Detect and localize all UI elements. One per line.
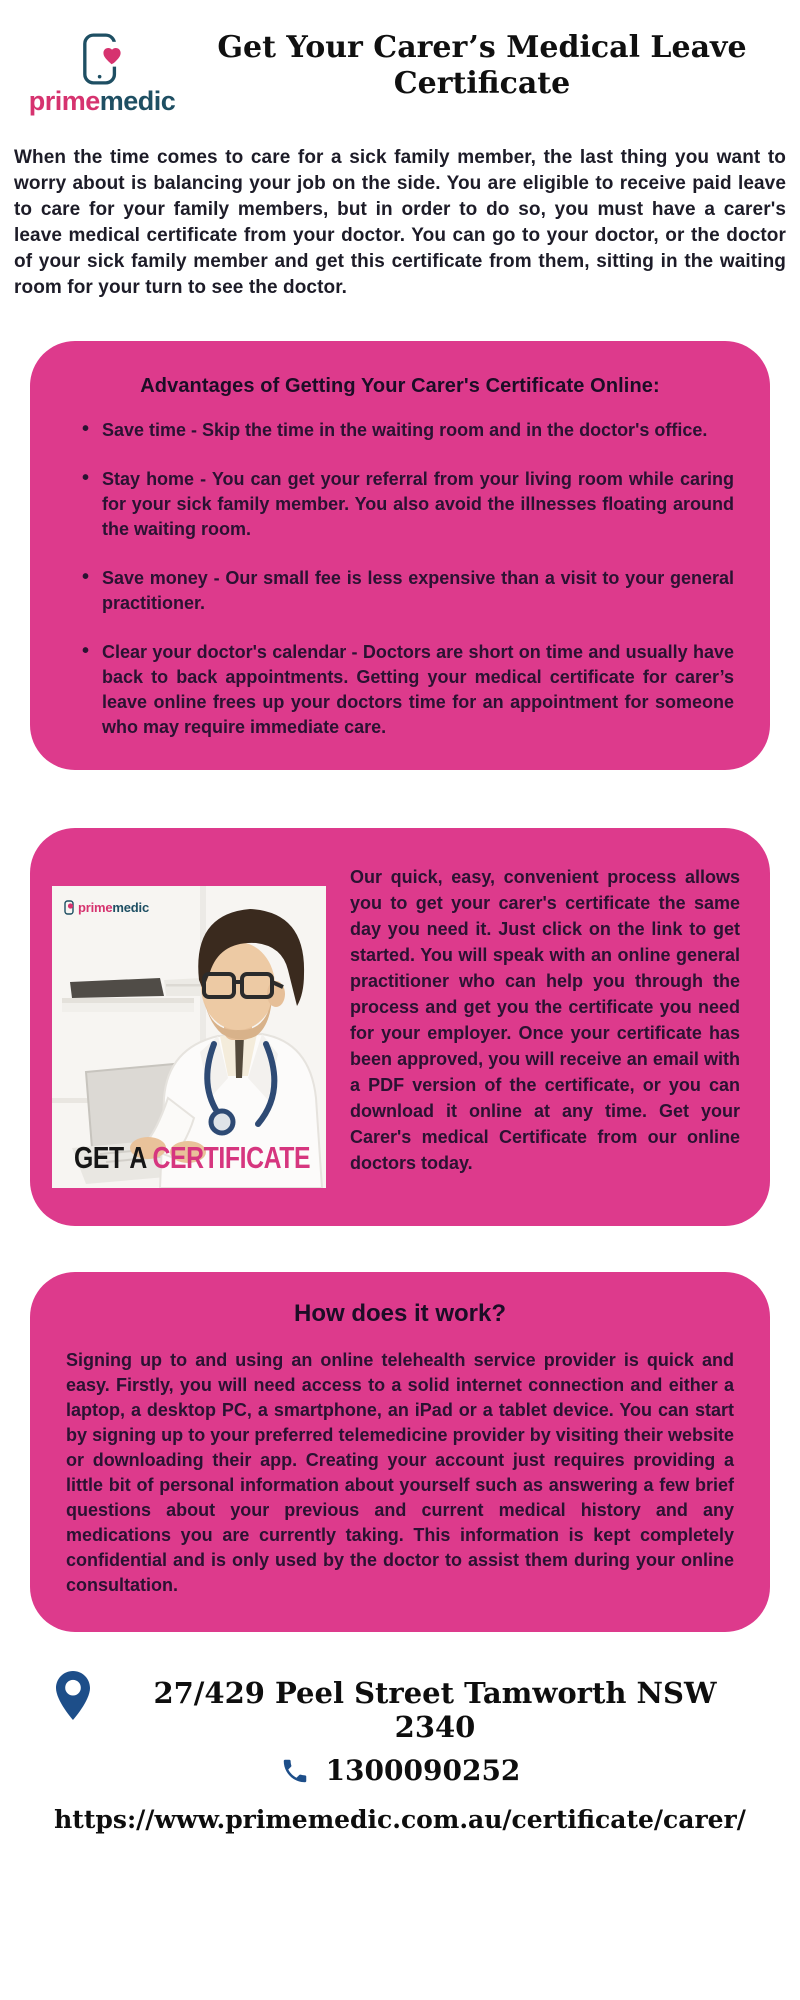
advantages-box [30, 341, 770, 770]
mini-phone-heart-icon [64, 900, 75, 915]
advantage-item-clear-calendar: • Clear your doctor's calendar - Doctors are short on time and usually have back to back appointments. Getting your medical certificate for carer’s leave online frees up your doctors time for an appointment for someone who may require immediate care. [78, 640, 734, 740]
advantages-list [66, 418, 734, 740]
caption-certificate: CERTIFICATE [152, 1140, 311, 1175]
process-paragraph: Our quick, easy, convenient process allows you to get your carer's certificate the same day you need it. Just click on the link to get started. You will speak with an online general practitioner who can help you through the process and get you the certificate you need for your employer. Once your certificate has been approved, you will receive an email with a PDF version of the certificate, or you can download it online at any time. Get your Carer's medical Certificate from our online doctors today. [350, 867, 740, 1173]
caption-get-a: GET A [74, 1140, 146, 1175]
mini-logo-medic: medic [112, 900, 149, 915]
how-it-works-paragraph: Signing up to and using an online telehealth service provider is quick and easy. Firstly, you will need access to a solid internet connection and either a laptop, a desktop PC, a smartphone, an iPad or a tablet device. You can start by signing up to your preferred telemedicine provider by visiting their website or downloading their app. Creating your account just requires providing a little bit of personal information about yourself such as answering a few brief questions about your previous and current medical history and any medications you are currently taking. This information is kept completely confidential and is only used by the doctor to assist them during your online consultation. [66, 1350, 734, 1595]
process-box [30, 828, 770, 1226]
intro-paragraph: When the time comes to care for a sick family member, the last thing you want to worry about is balancing your job on the side. You are eligible to receive paid leave to care for your family members, but in order to do so, you must have a carer's leave medical certificate from your doctor. You can go to your doctor, or the doctor of your sick family member and get this certificate from them, sitting in the waiting room for your turn to see the doctor. [14, 147, 786, 298]
advantages-heading: Advantages of Getting Your Carer's Certificate Online: [140, 375, 660, 397]
footer [0, 1668, 800, 1834]
page-title-line1: Get Your Carer’s Medical Leave [217, 30, 747, 65]
brand-wordmark [12, 88, 192, 115]
phone-row [0, 1754, 800, 1787]
site-url[interactable]: https://www.primemedic.com.au/certificate/carer/ [54, 1805, 746, 1834]
how-it-works-heading: How does it work? [293, 1300, 506, 1327]
how-it-works-box [30, 1272, 770, 1632]
advantage-item-save-money: • Save money - Our small fee is less expensive than a visit to your general practitioner. [78, 566, 734, 616]
page-title [192, 30, 782, 102]
brand-prime-text: prime [28, 86, 100, 116]
phone-icon [280, 1756, 310, 1786]
header [0, 0, 800, 115]
primemedic-logo [12, 26, 192, 115]
advantage-item-stay-home: • Stay home - You can get your referral from your living room while caring for your sick family member. You also avoid the illnesses floating around the waiting room. [78, 467, 734, 542]
phone-number[interactable]: 1300090252 [325, 1754, 521, 1787]
phone-heart-logo-icon [81, 32, 123, 86]
page-title-line2: Certificate [393, 66, 571, 101]
brand-medic-text: medic [99, 86, 176, 116]
address-text: 27/429 Peel Street Tamworth NSW 2340 [153, 1676, 717, 1744]
location-pin-icon [54, 1670, 92, 1722]
photo-caption [74, 1140, 310, 1176]
photo-mini-logo [64, 900, 149, 915]
doctor-photo [52, 886, 326, 1188]
advantage-item-save-time: • Save time - Skip the time in the waiting room and in the doctor's office. [78, 418, 734, 443]
mini-logo-prime: prime [78, 900, 113, 915]
